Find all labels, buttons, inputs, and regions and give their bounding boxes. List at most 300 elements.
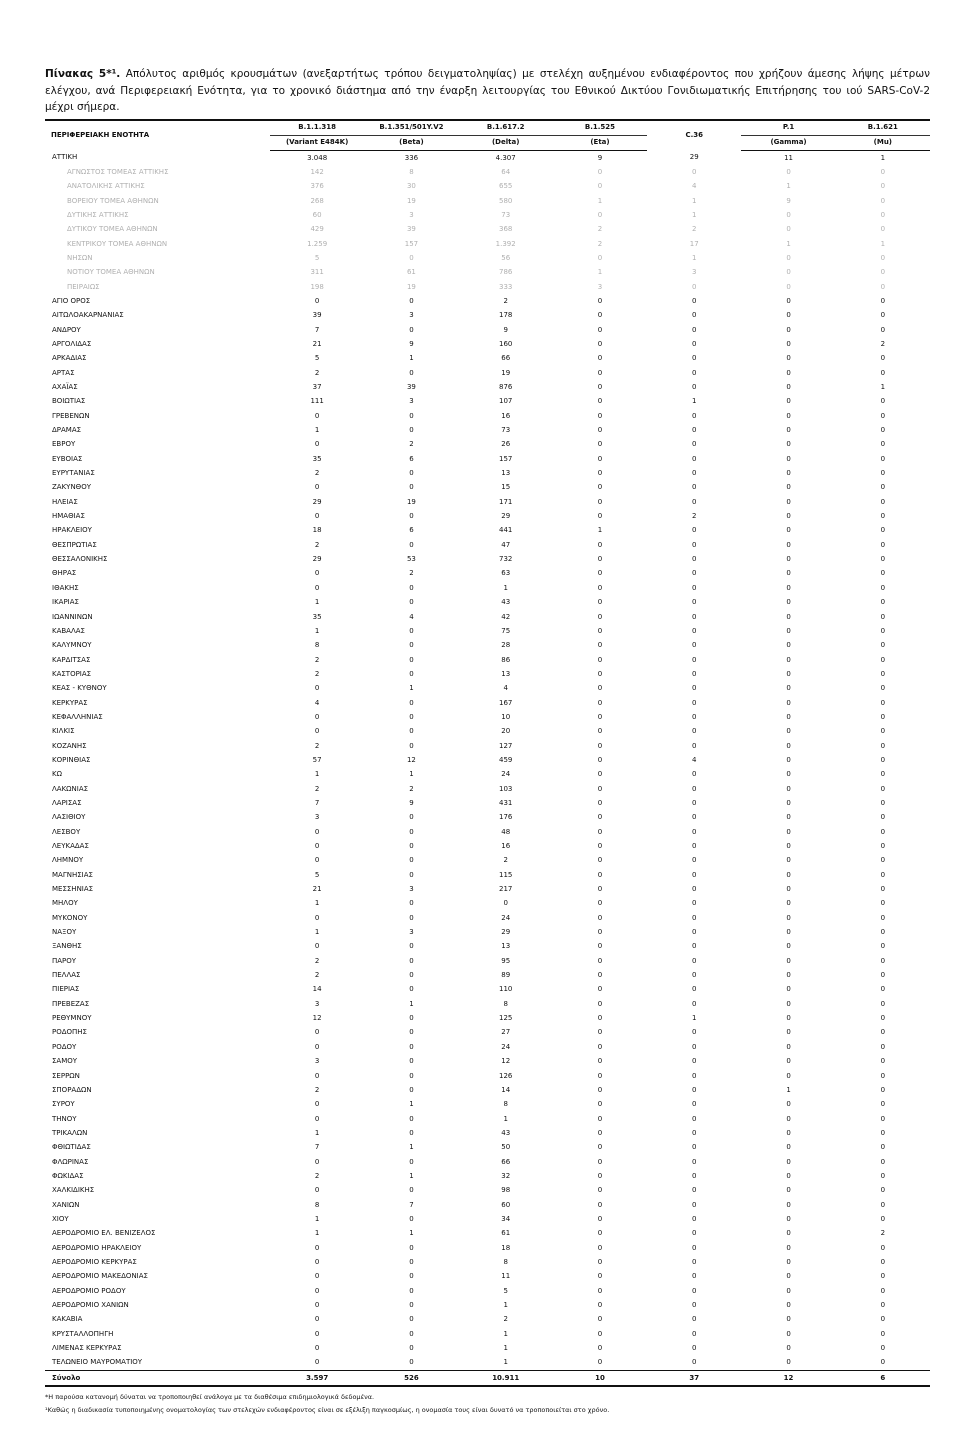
value-cell: 3: [314, 1057, 320, 1066]
region-name-cell: ΠΕΙΡΑΙΩΣ: [67, 282, 100, 291]
value-cell: 0: [880, 956, 886, 965]
value-cell: 0: [786, 1344, 791, 1353]
value-cell: 5: [503, 1286, 508, 1295]
table-row: [45, 667, 930, 681]
value-cell: 0: [409, 956, 414, 965]
value-cell: 0: [597, 956, 603, 965]
region-name-cell: ΚΩ: [52, 770, 62, 779]
value-cell: 0: [880, 296, 886, 305]
value-cell: 0: [692, 1214, 697, 1223]
value-cell: 1: [692, 1014, 697, 1023]
table-row: [45, 1198, 930, 1212]
value-cell: 0: [880, 741, 886, 750]
value-cell: 0: [597, 698, 603, 707]
value-cell: 127: [499, 741, 513, 750]
value-cell: 1: [314, 899, 320, 908]
value-cell: 0: [692, 698, 697, 707]
value-cell: 217: [499, 885, 513, 894]
footnote: *Η παρούσα κατανομή δύναται να τροποποιηθεί ανάλογα με τα διαθέσιμα επιδημιολογικά δεδομένα.: [45, 1392, 375, 1401]
value-cell: 4: [503, 684, 508, 693]
table-row: [45, 1155, 930, 1169]
value-cell: 0: [692, 741, 697, 750]
total-cell: 526: [364, 1370, 458, 1386]
table-body: [45, 150, 930, 1370]
value-cell: 4.307: [495, 153, 516, 162]
value-cell: 21: [312, 339, 322, 348]
value-cell: 0: [597, 1128, 603, 1137]
value-cell: 0: [692, 856, 697, 865]
table-row: [45, 638, 930, 652]
value-cell: 0: [786, 1286, 791, 1295]
value-cell: 0: [880, 655, 886, 664]
value-cell: 0: [786, 942, 791, 951]
value-cell: 110: [499, 985, 513, 994]
value-cell: 0: [786, 454, 791, 463]
region-name-cell: ΑΕΡΟΔΡΟΜΙΟ ΡΟΔΟΥ: [52, 1286, 126, 1295]
value-cell: 2: [314, 956, 320, 965]
value-cell: 8: [314, 1200, 320, 1209]
region-name-cell: ΚΑΚΑΒΙΑ: [52, 1315, 83, 1324]
value-cell: 0: [597, 1057, 603, 1066]
value-cell: 311: [310, 268, 324, 277]
value-cell: 0: [692, 555, 697, 564]
value-cell: 3: [409, 885, 414, 894]
value-cell: 0: [409, 1085, 414, 1094]
value-cell: 1: [503, 1301, 508, 1309]
column-subheader: (Delta): [459, 135, 553, 150]
value-cell: 2: [314, 1171, 320, 1180]
region-name-cell: ΧΑΝΙΩΝ: [52, 1200, 80, 1209]
value-cell: 18: [312, 526, 322, 535]
value-cell: 0: [597, 210, 603, 219]
value-cell: 0: [314, 1358, 320, 1367]
value-cell: 0: [597, 583, 603, 592]
value-cell: 0: [880, 1028, 886, 1037]
value-cell: 176: [499, 813, 513, 822]
value-cell: 95: [501, 956, 511, 965]
value-cell: 0: [786, 383, 791, 391]
region-name-cell: ΓΡΕΒΕΝΩΝ: [52, 411, 90, 420]
value-cell: 0: [692, 842, 697, 850]
value-cell: 0: [880, 669, 886, 678]
value-cell: 0: [880, 182, 886, 191]
sub-region-row: [45, 179, 930, 193]
value-cell: 0: [692, 1358, 697, 1367]
value-cell: 0: [597, 440, 603, 449]
value-cell: 0: [692, 612, 697, 621]
value-cell: 0: [409, 842, 414, 850]
value-cell: 0: [880, 555, 886, 564]
region-name-cell: ΚΡΥΣΤΑΛΛΟΠΗΓΗ: [52, 1329, 114, 1338]
value-cell: 1: [503, 1329, 508, 1338]
value-cell: 0: [409, 598, 414, 607]
table-row: [45, 1355, 930, 1370]
value-cell: 5: [314, 253, 320, 262]
value-cell: 178: [499, 311, 513, 320]
value-cell: 0: [880, 411, 886, 420]
value-cell: 0: [786, 540, 791, 549]
value-cell: 2: [692, 512, 697, 521]
value-cell: 61: [406, 268, 416, 277]
value-cell: 0: [786, 1114, 791, 1123]
value-cell: 7: [409, 1200, 414, 1209]
value-cell: 0: [314, 913, 320, 922]
value-cell: 0: [314, 569, 320, 578]
value-cell: 0: [786, 368, 791, 377]
value-cell: 0: [692, 985, 697, 994]
value-cell: 0: [786, 727, 791, 736]
value-cell: 0: [597, 1028, 603, 1037]
value-cell: 111: [310, 397, 324, 406]
value-cell: 376: [310, 182, 324, 191]
value-cell: 0: [880, 813, 886, 822]
region-name-cell: ΚΕΡΚΥΡΑΣ: [52, 698, 88, 707]
region-name-cell: ΡΟΔΟΠΗΣ: [52, 1028, 87, 1037]
value-cell: 0: [786, 1014, 791, 1023]
value-cell: 0: [692, 1200, 697, 1209]
value-cell: 0: [597, 182, 603, 191]
value-cell: 0: [786, 842, 791, 850]
value-cell: 0: [597, 1071, 603, 1080]
value-cell: 0: [880, 1186, 886, 1195]
value-cell: 0: [786, 483, 791, 492]
value-cell: 431: [499, 798, 513, 807]
value-cell: 0: [692, 1272, 697, 1281]
value-cell: 0: [409, 411, 414, 420]
value-cell: 0: [597, 368, 603, 377]
table-row: [45, 1112, 930, 1126]
value-cell: 6: [409, 454, 414, 463]
value-cell: 0: [597, 167, 603, 176]
value-cell: 0: [880, 641, 886, 650]
value-cell: 0: [786, 526, 791, 535]
value-cell: 0: [786, 210, 791, 219]
table-row: [45, 366, 930, 380]
value-cell: 0: [409, 1344, 414, 1353]
value-cell: 0: [880, 397, 886, 406]
value-cell: 1: [692, 210, 697, 219]
region-name-cell: ΤΡΙΚΑΛΩΝ: [52, 1128, 88, 1137]
value-cell: 0: [880, 1315, 886, 1324]
table-row: [45, 423, 930, 437]
value-cell: 60: [312, 210, 322, 219]
sub-region-row: [45, 208, 930, 222]
value-cell: 0: [314, 1042, 320, 1051]
value-cell: 66: [501, 1157, 511, 1166]
value-cell: 0: [409, 1329, 414, 1338]
value-cell: 0: [409, 741, 414, 750]
value-cell: 0: [692, 540, 697, 549]
value-cell: 0: [597, 1344, 603, 1353]
value-cell: 0: [409, 712, 414, 721]
value-cell: 0: [692, 971, 697, 980]
value-cell: 0: [597, 339, 603, 348]
value-cell: 0: [314, 1186, 320, 1195]
total-cell: 3.597: [270, 1370, 364, 1386]
value-cell: 0: [786, 282, 791, 291]
value-cell: 0: [880, 210, 886, 219]
value-cell: 0: [314, 1257, 320, 1266]
value-cell: 0: [786, 655, 791, 664]
value-cell: 5: [314, 354, 320, 363]
value-cell: 4: [314, 698, 320, 707]
value-cell: 0: [597, 1186, 603, 1195]
region-name-cell: ΒΟΙΩΤΙΑΣ: [52, 397, 86, 406]
value-cell: 66: [501, 354, 511, 363]
value-cell: 43: [501, 1128, 511, 1137]
table-row: [45, 1183, 930, 1197]
region-name-cell: ΘΗΡΑΣ: [52, 569, 77, 578]
value-cell: 30: [406, 182, 416, 191]
value-cell: 0: [597, 1315, 603, 1324]
value-cell: 0: [597, 1301, 603, 1309]
value-cell: 0: [786, 913, 791, 922]
value-cell: 0: [314, 1286, 320, 1295]
table-row: [45, 552, 930, 566]
value-cell: 0: [409, 626, 414, 635]
value-cell: 0: [786, 497, 791, 506]
table-row: [45, 437, 930, 451]
region-name-cell: ΚΟΡΙΝΘΙΑΣ: [52, 755, 91, 764]
value-cell: 0: [692, 1286, 697, 1295]
sub-region-row: [45, 265, 930, 279]
value-cell: 459: [499, 755, 513, 764]
table-row: [45, 1083, 930, 1097]
value-cell: 17: [689, 239, 699, 248]
value-cell: 1: [880, 383, 886, 391]
value-cell: 39: [406, 225, 416, 234]
column-subheader: (Variant E484K): [270, 135, 364, 150]
value-cell: 0: [597, 985, 603, 994]
value-cell: 0: [692, 784, 697, 793]
value-cell: 0: [314, 942, 320, 951]
value-cell: 8: [503, 1257, 508, 1266]
value-cell: 0: [597, 641, 603, 650]
table-row: [45, 323, 930, 337]
value-cell: 126: [499, 1071, 513, 1080]
value-cell: 157: [404, 239, 419, 248]
value-cell: 0: [503, 899, 508, 908]
value-cell: 0: [786, 325, 791, 334]
value-cell: 3: [409, 210, 414, 219]
value-cell: 0: [314, 727, 320, 736]
value-cell: 0: [597, 741, 603, 750]
sub-region-row: [45, 237, 930, 251]
value-cell: 0: [880, 583, 886, 592]
value-cell: 0: [409, 669, 414, 678]
value-cell: 0: [786, 469, 791, 478]
region-name-cell: ΕΥΡΥΤΑΝΙΑΣ: [52, 469, 95, 478]
value-cell: 0: [597, 1329, 603, 1338]
region-name-cell: ΜΑΓΝΗΣΙΑΣ: [52, 870, 93, 879]
value-cell: 0: [692, 999, 697, 1008]
value-cell: 0: [880, 1157, 886, 1166]
value-cell: 0: [409, 469, 414, 478]
value-cell: 0: [314, 411, 320, 420]
value-cell: 0: [597, 411, 603, 420]
value-cell: 0: [880, 684, 886, 693]
value-cell: 0: [880, 985, 886, 994]
value-cell: 0: [692, 641, 697, 650]
table-row: [45, 1284, 930, 1298]
value-cell: 0: [880, 1272, 886, 1281]
value-cell: 0: [597, 899, 603, 908]
column-header: C.36: [647, 120, 741, 151]
value-cell: 2: [314, 1085, 320, 1094]
region-name-cell: ΚΙΛΚΙΣ: [52, 727, 75, 736]
value-cell: 0: [409, 1157, 414, 1166]
value-cell: 0: [786, 1214, 791, 1223]
table-row: [45, 1140, 930, 1154]
table-row: [45, 839, 930, 853]
region-name-cell: ΛΙΜΕΝΑΣ ΚΕΡΚΥΡΑΣ: [52, 1344, 122, 1353]
value-cell: 0: [880, 1301, 886, 1309]
region-name-cell: ΣΥΡΟΥ: [52, 1100, 75, 1109]
region-name-cell: ΙΚΑΡΙΑΣ: [52, 598, 79, 607]
table-row: [45, 782, 930, 796]
value-cell: 0: [692, 325, 697, 334]
value-cell: 42: [501, 612, 511, 621]
value-cell: 3: [692, 268, 697, 277]
value-cell: 0: [597, 913, 603, 922]
value-cell: 0: [786, 583, 791, 592]
value-cell: 24: [501, 1042, 511, 1051]
value-cell: 1: [786, 182, 791, 191]
region-name-cell: ΑΡΚΑΔΙΑΣ: [52, 354, 87, 363]
value-cell: 0: [880, 755, 886, 764]
value-cell: 0: [597, 626, 603, 635]
value-cell: 2: [503, 1315, 508, 1324]
value-cell: 0: [692, 1301, 697, 1309]
value-cell: 0: [880, 512, 886, 521]
value-cell: 333: [499, 282, 513, 291]
value-cell: 1: [314, 1214, 320, 1223]
value-cell: 50: [501, 1143, 511, 1152]
region-name-cell: ΔΥΤΙΚΟΥ ΤΟΜΕΑ ΑΘΗΝΩΝ: [67, 225, 158, 234]
value-cell: 0: [692, 1315, 697, 1324]
region-name-cell: ΑΧΑΪΑΣ: [52, 383, 78, 391]
region-name-cell: ΕΥΒΟΙΑΣ: [52, 454, 83, 463]
value-cell: 0: [786, 870, 791, 879]
value-cell: 14: [312, 985, 322, 994]
value-cell: 98: [501, 1186, 511, 1195]
value-cell: 0: [597, 999, 603, 1008]
value-cell: 0: [880, 727, 886, 736]
value-cell: 0: [314, 583, 320, 592]
value-cell: 368: [499, 225, 513, 234]
value-cell: 0: [692, 1085, 697, 1094]
value-cell: 1: [786, 1085, 791, 1094]
total-cell: 10.911: [459, 1370, 553, 1386]
value-cell: 0: [597, 798, 603, 807]
region-name-cell: ΣΕΡΡΩΝ: [52, 1071, 80, 1080]
value-cell: 0: [597, 1085, 603, 1094]
table-row: [45, 767, 930, 781]
value-cell: 0: [692, 426, 697, 435]
value-cell: 0: [409, 985, 414, 994]
value-cell: 0: [786, 225, 791, 234]
value-cell: 35: [312, 454, 322, 463]
value-cell: 0: [314, 1243, 320, 1252]
value-cell: 0: [409, 870, 414, 879]
value-cell: 75: [501, 626, 511, 635]
value-cell: 115: [499, 870, 513, 879]
value-cell: 0: [597, 383, 603, 391]
value-cell: 3: [597, 282, 603, 291]
value-cell: 0: [786, 1257, 791, 1266]
value-cell: 89: [501, 971, 511, 980]
value-cell: 1: [314, 928, 320, 937]
value-cell: 19: [406, 196, 416, 205]
value-cell: 0: [597, 727, 603, 736]
value-cell: 20: [501, 727, 511, 736]
value-cell: 0: [692, 354, 697, 363]
value-cell: 0: [314, 1157, 320, 1166]
value-cell: 56: [501, 253, 511, 262]
value-cell: 0: [786, 956, 791, 965]
value-cell: 0: [597, 1157, 603, 1166]
value-cell: 29: [501, 512, 511, 521]
value-cell: 0: [692, 1057, 697, 1066]
value-cell: 11: [501, 1272, 511, 1281]
table-row: [45, 466, 930, 480]
table-row: [45, 753, 930, 767]
value-cell: 12: [501, 1057, 511, 1066]
value-cell: 29: [312, 497, 322, 506]
value-cell: 0: [597, 397, 603, 406]
table-row: [45, 1169, 930, 1183]
value-cell: 63: [501, 569, 511, 578]
region-name-cell: ΑΡΓΟΛΙΔΑΣ: [52, 339, 92, 348]
value-cell: 198: [310, 282, 324, 291]
value-cell: 0: [409, 899, 414, 908]
table-row: [45, 896, 930, 910]
region-name-cell: ΘΕΣΣΑΛΟΝΙΚΗΣ: [52, 555, 108, 564]
value-cell: 0: [786, 928, 791, 937]
value-cell: 0: [692, 1114, 697, 1123]
region-name-cell: ΗΡΑΚΛΕΙΟΥ: [52, 526, 92, 535]
value-cell: 0: [597, 1286, 603, 1295]
value-cell: 26: [501, 440, 511, 449]
region-name-cell: ΚΟΖΑΝΗΣ: [52, 741, 87, 750]
value-cell: 0: [409, 856, 414, 865]
value-cell: 1: [692, 397, 697, 406]
value-cell: 0: [786, 440, 791, 449]
table-row: [45, 495, 930, 509]
value-cell: 10: [501, 712, 511, 721]
value-cell: 0: [786, 684, 791, 693]
value-cell: 0: [409, 512, 414, 521]
value-cell: 125: [499, 1014, 513, 1023]
value-cell: 1: [314, 598, 320, 607]
value-cell: 34: [501, 1214, 511, 1223]
value-cell: 0: [692, 1229, 697, 1238]
region-name-cell: ΙΘΑΚΗΣ: [52, 583, 79, 592]
value-cell: 0: [409, 583, 414, 592]
value-cell: 0: [314, 483, 320, 492]
value-cell: 0: [409, 698, 414, 707]
value-cell: 1: [409, 1143, 414, 1152]
table-row: [45, 796, 930, 810]
table-row: [45, 925, 930, 939]
table-row: [45, 523, 930, 537]
column-header: B.1.525: [553, 120, 647, 136]
value-cell: 12: [312, 1014, 322, 1023]
value-cell: 0: [597, 1143, 603, 1152]
value-cell: 0: [597, 942, 603, 951]
value-cell: 0: [786, 569, 791, 578]
region-name-cell: ΒΟΡΕΙΟΥ ΤΟΜΕΑ ΑΘΗΝΩΝ: [67, 196, 159, 205]
